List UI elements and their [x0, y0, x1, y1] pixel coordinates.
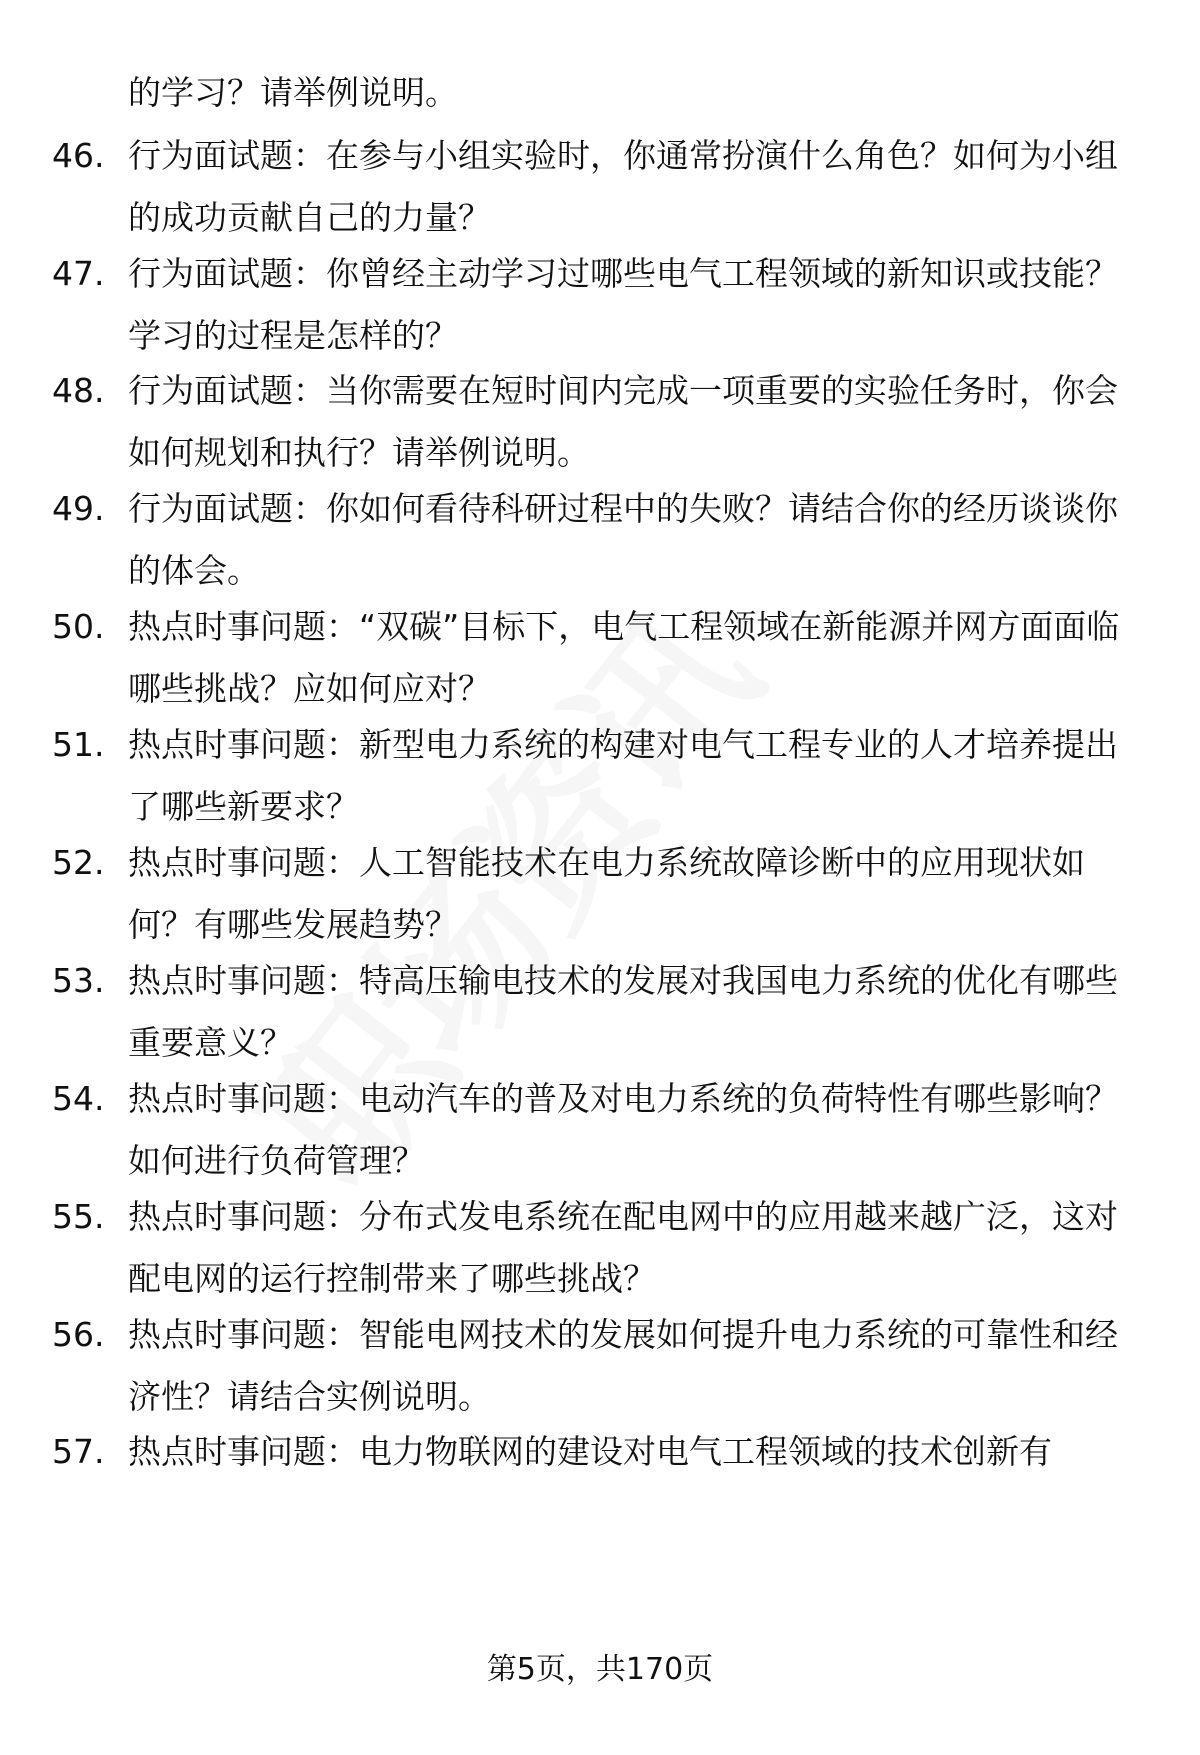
item-text: 热点时事问题：人工智能技术在电力系统故障诊断中的应用现状如何？有哪些发展趋势？	[128, 843, 1085, 944]
item-text: 热点时事问题：智能电网技术的发展如何提升电力系统的可靠性和经济性？请结合实例说明。	[128, 1315, 1118, 1416]
item-number: 51.	[52, 725, 105, 764]
item-number: 53.	[52, 961, 105, 1000]
item-text: 行为面试题：你如何看待科研过程中的失败？请结合你的经历谈谈你的体会。	[128, 489, 1118, 590]
item-text: 行为面试题：在参与小组实验时，你通常扮演什么角色？如何为小组的成功贡献自己的力量？	[128, 136, 1118, 237]
continuation-text: 的学习？请举例说明。	[128, 73, 458, 112]
item-number: 47.	[52, 254, 105, 293]
item-number: 56.	[52, 1315, 105, 1354]
item-number: 52.	[52, 843, 105, 882]
item-text: 热点时事问题：新型电力系统的构建对电气工程专业的人才培养提出了哪些新要求？	[128, 725, 1118, 826]
item-number: 57.	[52, 1432, 105, 1471]
item-number: 46.	[52, 136, 105, 175]
item-number: 55.	[52, 1197, 105, 1236]
page-footer: 第5页，共170页	[486, 1652, 714, 1687]
item-text: 行为面试题：当你需要在短时间内完成一项重要的实验任务时，你会如何规划和执行？请举例说明。	[128, 371, 1118, 472]
item-number: 54.	[52, 1079, 105, 1118]
item-text: 行为面试题：你曾经主动学习过哪些电气工程领域的新知识或技能？学习的过程是怎样的？	[128, 254, 1118, 355]
item-text: 热点时事问题：电动汽车的普及对电力系统的负荷特性有哪些影响？如何进行负荷管理？	[128, 1079, 1118, 1180]
item-text: 热点时事问题：分布式发电系统在配电网中的应用越来越广泛，这对配电网的运行控制带来了哪些挑战？	[128, 1197, 1118, 1298]
item-text: 热点时事问题：“双碳”目标下，电气工程领域在新能源并网方面面临哪些挑战？应如何应对？	[128, 607, 1120, 708]
item-text: 热点时事问题：电力物联网的建设对电气工程领域的技术创新有	[128, 1432, 1052, 1471]
item-number: 48.	[52, 371, 105, 410]
item-number: 50.	[52, 607, 105, 646]
item-number: 49.	[52, 489, 105, 528]
item-text: 热点时事问题：特高压输电技术的发展对我国电力系统的优化有哪些重要意义？	[128, 961, 1118, 1062]
